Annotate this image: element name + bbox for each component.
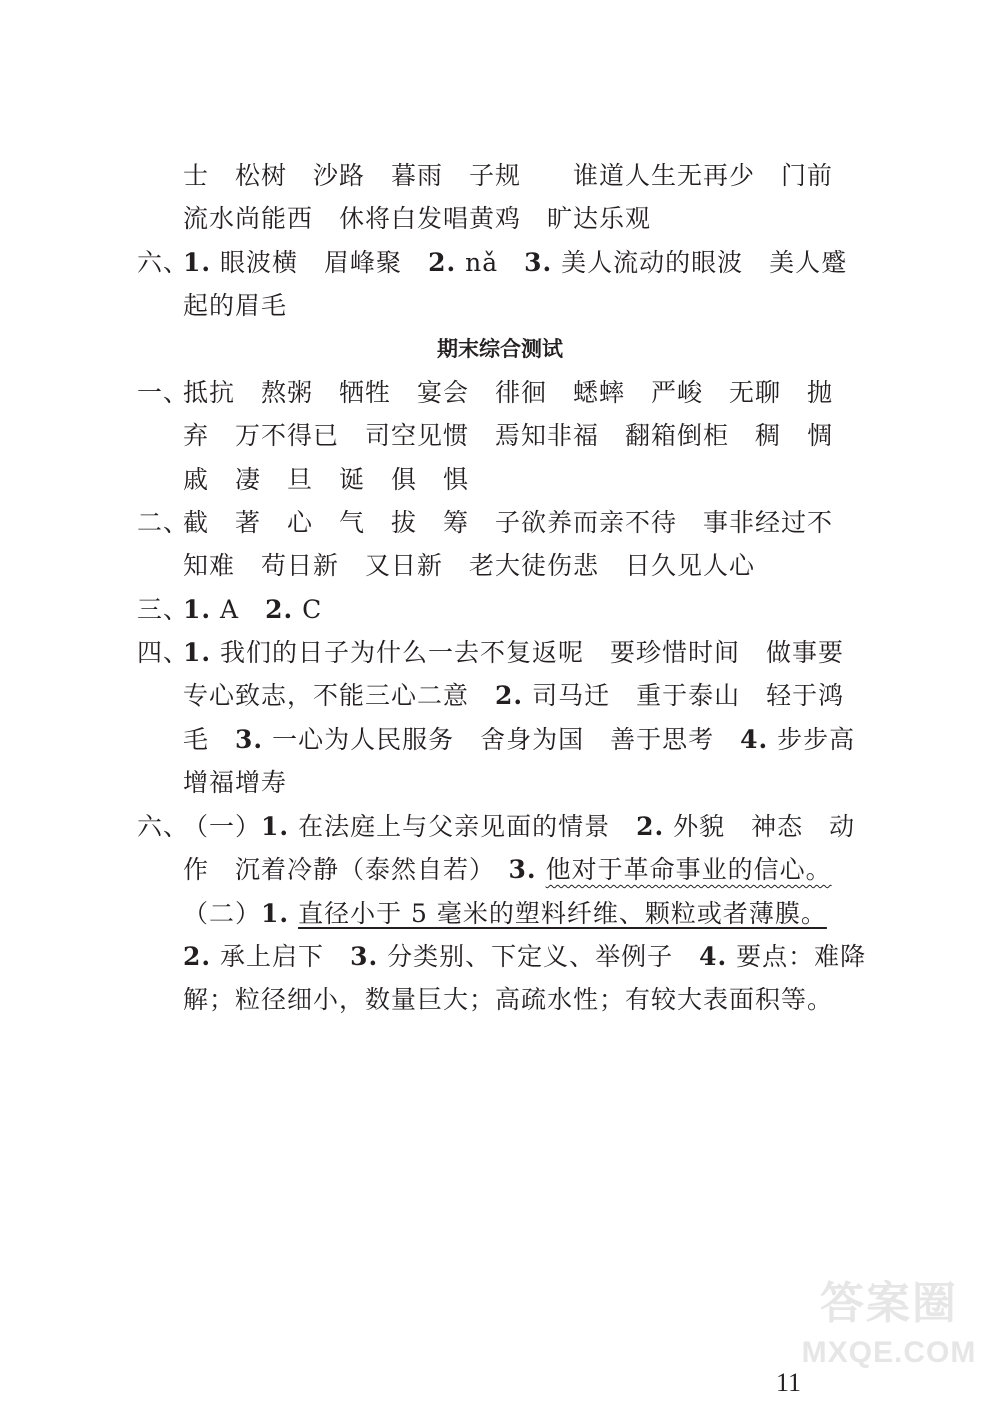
watermark-url: MXQE.COM: [801, 1336, 977, 1369]
answer-text: 司马迁 重于泰山 轻于鸿: [523, 681, 845, 710]
item-number: 2.: [265, 595, 294, 624]
sub-part-label: （一）: [183, 812, 262, 841]
answer-text: 步步高: [768, 725, 856, 754]
answer-line: [183, 941, 866, 973]
sub-part-label: （二）: [183, 899, 262, 928]
answer-text: 外貌 神态 动: [664, 812, 856, 841]
section-label: 四、: [137, 638, 190, 667]
answer-line: 起的眉毛: [183, 291, 288, 320]
page-number: 11: [776, 1368, 802, 1397]
answer-text: 一心为人民服务 舍身为国 善于思考: [263, 725, 741, 754]
item-number: 2.: [495, 681, 524, 710]
section-label: 六、: [137, 812, 190, 841]
item-number: 1.: [183, 248, 212, 277]
answer-text: 作 沉着冷静（泰然自若）: [183, 855, 509, 884]
section-label: 三、: [137, 595, 190, 624]
answer-text: 我们的日子为什么一去不复返呢 要珍惜时间 做事要: [211, 638, 845, 667]
item-number: 1.: [261, 812, 290, 841]
answer-text: [537, 855, 546, 884]
answer-line: 解；粒径细小，数量巨大；高疏水性；有较大表面积等。: [183, 985, 834, 1014]
item-number: 1.: [183, 595, 212, 624]
answer-text: 承上启下: [211, 942, 351, 971]
item-number: 1.: [261, 899, 290, 928]
answer-line: 增福增寿: [183, 768, 288, 797]
answer-line: 戚 凄 旦 诞 俱 惧: [183, 465, 470, 494]
answer-text: 专心致志，不能三心二意: [183, 681, 496, 710]
watermark-logo: [794, 1275, 984, 1395]
answer-line: 士 松树 沙路 暮雨 子规 谁道人生无再少 门前: [183, 161, 834, 190]
answer-line: [183, 680, 844, 712]
answer-text: 眼波横 眉峰聚: [211, 248, 429, 277]
section-label: 二、: [137, 508, 190, 537]
answer-line: 知难 苟日新 又日新 老大徒伤悲 日久见人心: [183, 551, 756, 580]
wavy-underlined-answer: 他对于革命事业的信心。: [545, 855, 832, 884]
item-number: 4.: [740, 725, 769, 754]
answer-text: A: [211, 595, 266, 624]
section-label: 一、: [137, 378, 190, 407]
item-number: 3.: [524, 248, 553, 277]
item-number: 3.: [350, 942, 379, 971]
item-number: 4.: [699, 942, 728, 971]
answer-line: 截 著 心 气 拔 筹 子欲养而亲不待 事非经过不: [183, 508, 834, 537]
answer-line: [183, 854, 832, 886]
answer-line: [183, 247, 847, 279]
item-number: 1.: [183, 638, 212, 667]
answer-line: [183, 898, 827, 930]
item-number: 3.: [508, 855, 537, 884]
answer-line: 弃 万不得已 司空见惯 焉知非福 翻箱倒柜 稠 惆: [183, 421, 834, 450]
item-number: 2.: [183, 942, 212, 971]
watermark-text: 答案圈: [820, 1279, 958, 1328]
item-number: 2.: [428, 248, 457, 277]
answer-text: nǎ: [456, 248, 525, 277]
answer-text: 在法庭上与父亲见面的情景: [289, 812, 637, 841]
answer-line: 抵抗 熬粥 牺牲 宴会 徘徊 蟋蟀 严峻 无聊 抛: [183, 378, 834, 407]
answer-text: [289, 899, 298, 928]
answer-line: [183, 594, 322, 626]
answer-text: 毛: [183, 725, 236, 754]
answer-text: C: [293, 595, 323, 624]
answer-text: 美人流动的眼波 美人蹙: [552, 248, 848, 277]
answer-line: 流水尚能西 休将白发唱黄鸡 旷达乐观: [183, 204, 652, 233]
answer-text: 分类别、下定义、举例子: [378, 942, 700, 971]
answer-line: [183, 724, 855, 756]
section-label: 六、: [137, 248, 190, 277]
answer-line: [183, 637, 844, 669]
section-title: 期末综合测试: [437, 337, 563, 361]
item-number: 3.: [235, 725, 264, 754]
underlined-answer: 直径小于 5 毫米的塑料纤维、颗粒或者薄膜。: [298, 899, 827, 928]
answer-line: [183, 811, 855, 843]
answer-text: 要点：难降: [727, 942, 867, 971]
item-number: 2.: [636, 812, 665, 841]
